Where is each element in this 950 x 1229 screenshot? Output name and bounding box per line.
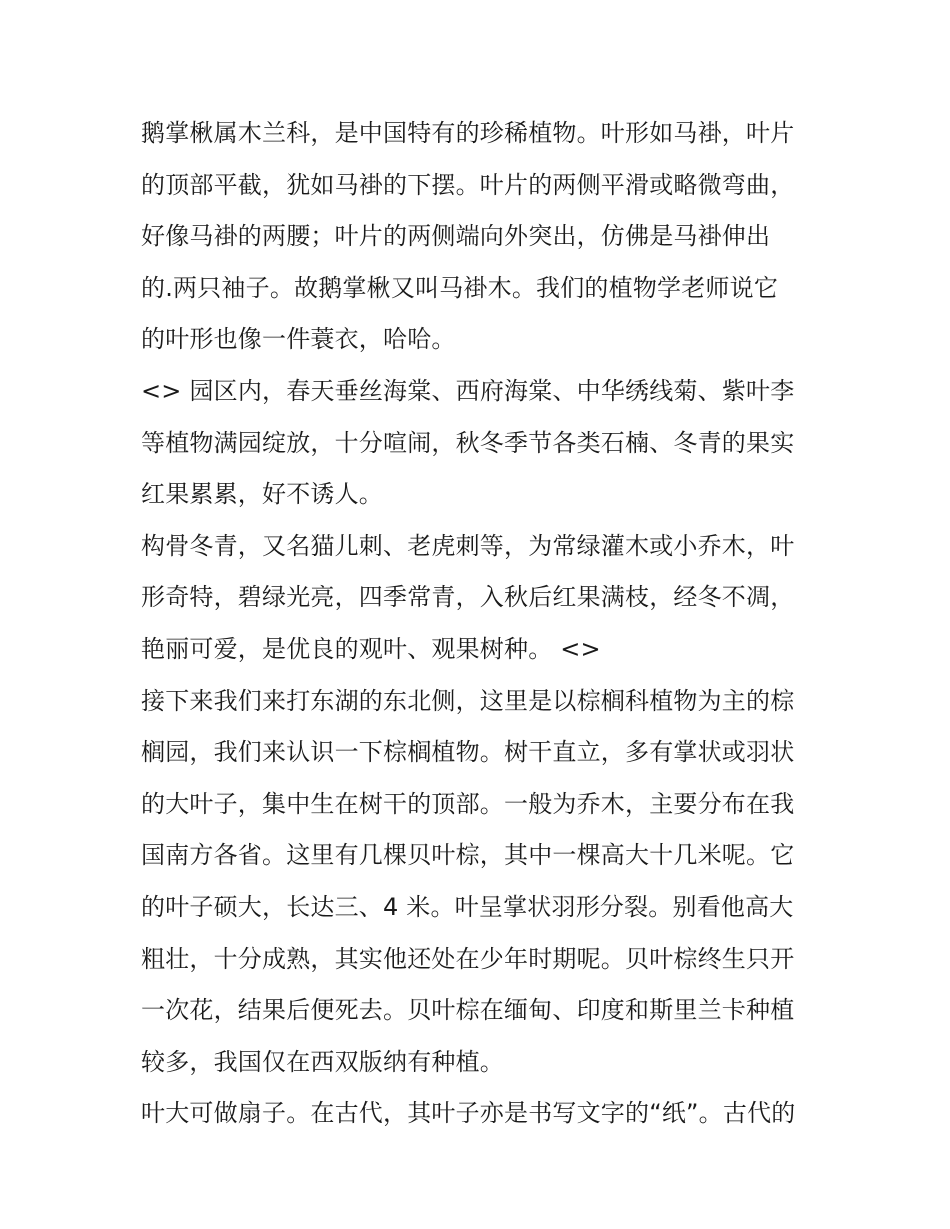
text-line: 的.两只袖子。故鹅掌楸又叫马褂木。我们的植物学老师说它 <box>141 273 779 302</box>
text-line: 鹅掌楸属木兰科，是中国特有的珍稀植物。叶形如马褂，叶片 <box>141 119 795 147</box>
text-line: 一次花，结果后便死去。贝叶棕在缅甸、印度和斯里兰卡种植 <box>141 996 795 1025</box>
text-line: 艳丽可爱，是优良的观叶、观果树种。 <> <box>141 634 601 663</box>
text-line: 较多，我国仅在西双版纳有种植。 <box>141 1047 504 1076</box>
text-line: 的大叶子，集中生在树干的顶部。一般为乔木，主要分布在我 <box>141 789 795 818</box>
text-line: 的顶部平截，犹如马褂的下摆。叶片的两侧平滑或略微弯曲， <box>141 170 795 199</box>
text-line: 等植物满园绽放，十分喧闹，秋冬季节各类石楠、冬青的果实 <box>141 428 795 457</box>
text-line: 形奇特，碧绿光亮，四季常青，入秋后红果满枝，经冬不凋， <box>141 583 795 612</box>
text-line: 国南方各省。这里有几棵贝叶棕，其中一棵高大十几米呢。它 <box>141 841 795 870</box>
text-line: 榈园，我们来认识一下棕榈植物。树干直立，多有掌状或羽状 <box>141 738 795 767</box>
text-line: 的叶子硕大，长达三、4 米。叶呈掌状羽形分裂。别看他高大 <box>141 892 794 921</box>
text-line: 粗壮，十分成熟，其实他还处在少年时期呢。贝叶棕终生只开 <box>141 944 795 973</box>
text-line: 接下来我们来打东湖的东北侧，这里是以棕榈科植物为主的棕 <box>141 686 795 715</box>
text-line: 叶大可做扇子。在古代，其叶子亦是书写文字的“纸”。古代的 <box>141 1099 796 1128</box>
text-line: 的叶形也像一件蓑衣，哈哈。 <box>141 325 456 354</box>
text-line: 红果累累，好不诱人。 <box>141 480 383 509</box>
text-line: 好像马褂的两腰；叶片的两侧端向外突出，仿佛是马褂伸出 <box>141 222 771 251</box>
body-text <box>141 108 821 1140</box>
text-line: <> 园区内，春天垂丝海棠、西府海棠、中华绣线菊、紫叶李 <box>141 376 795 405</box>
text-line: 构骨冬青，又名猫儿刺、老虎刺等，为常绿灌木或小乔木，叶 <box>141 531 795 560</box>
